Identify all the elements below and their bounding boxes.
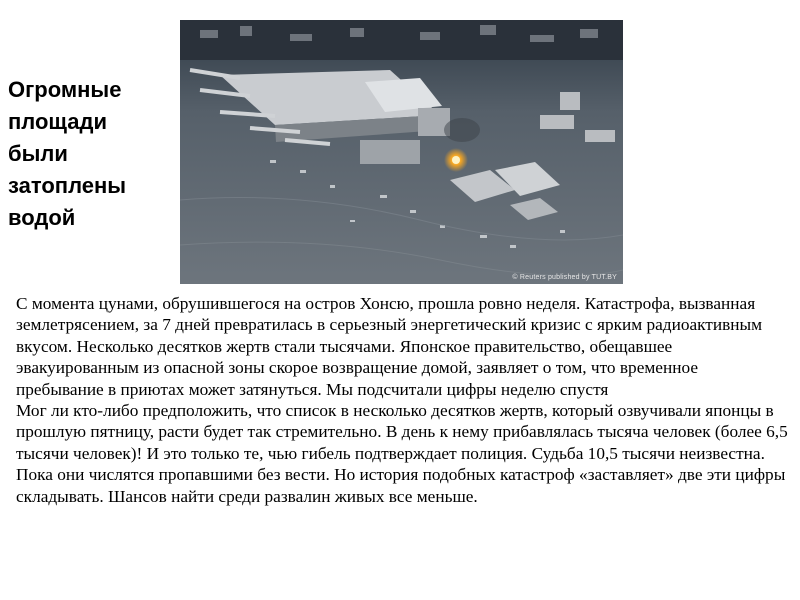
heading-line: затоплены: [8, 173, 127, 198]
photo-credit: © Reuters published by TUT.BY: [512, 274, 617, 281]
photo-illustration: [180, 20, 623, 284]
slide-heading: [8, 74, 168, 234]
flooded-airport-photo: [180, 20, 623, 284]
article-body: [16, 293, 788, 507]
heading-line: водой: [8, 205, 76, 230]
heading-line: были: [8, 141, 68, 166]
heading-line: Огромные: [8, 77, 122, 102]
article-paragraph: С момента цунами, обрушившегося на остров Хонсю, прошла ровно неделя. Катастрофа, вызванная землетрясением, за 7 дней превратилась в серьезный энергетический кризис с ярким радиоактивным вкусом. Несколько десятков жертв стали тысячами. Японское правительство, обещавшее эвакуированным из опасной зоны скорое возвращение домой, заявляет о том, что временное пребывание в приютах может затянуться. Мы подсчитали цифры неделю спустя: [16, 294, 763, 399]
article-paragraph: Мог ли кто-либо предположить, что список в несколько десятков жертв, который озвучивали японцы в прошлую пятницу, расти будет так стремительно. В день к нему прибавлялась тысяча человек (более 6,5 тысячи человек)! И это только те, чью гибель подтверждает полиция. Судьба 10,5 тысячи неизвестна. Пока они числятся пропавшими без вести. Но история подобных катастроф «заставляет» две эти цифры складывать. Шансов найти среди развалин живых все меньше.: [16, 401, 788, 506]
heading-line: площади: [8, 109, 107, 134]
